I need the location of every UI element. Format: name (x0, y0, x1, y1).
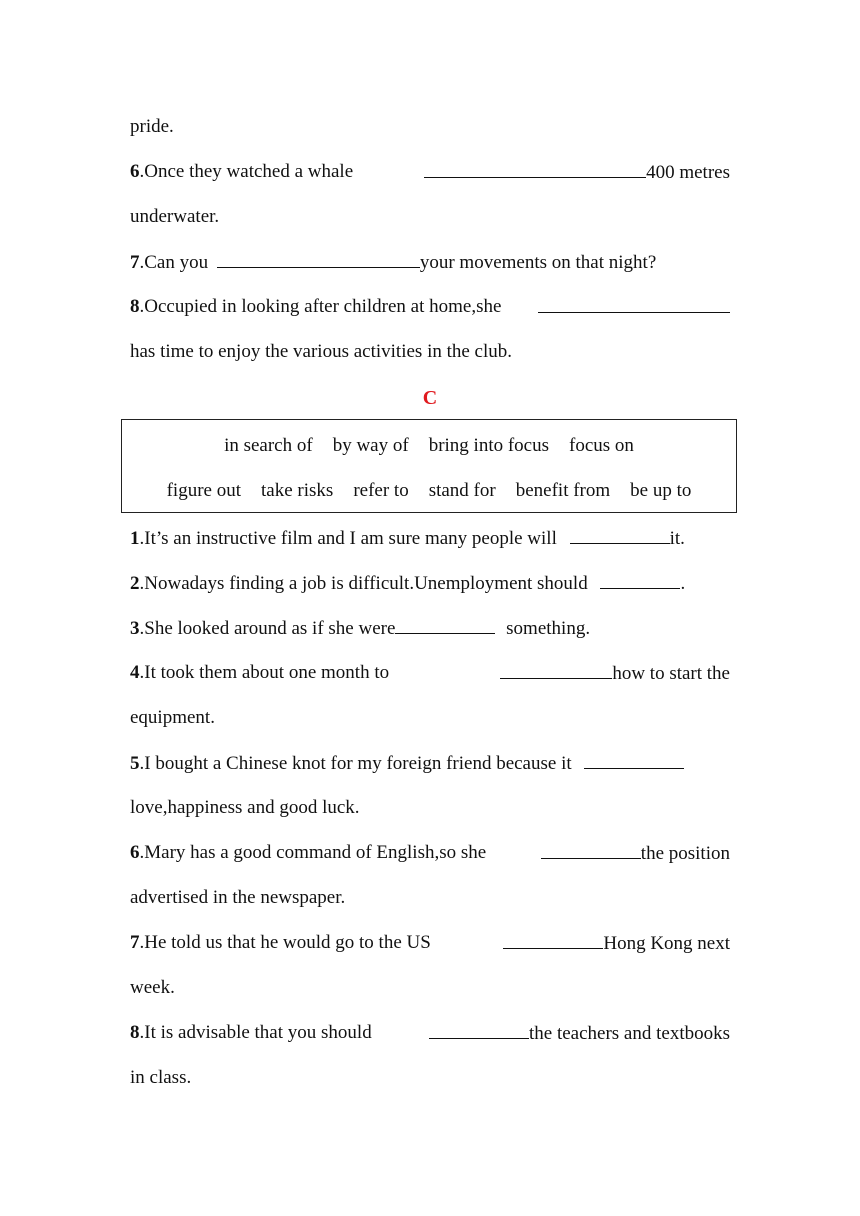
word-option: bring into focus (428, 435, 550, 456)
answer-blank[interactable] (541, 840, 641, 859)
item-text: .He told us that he would go to the US (139, 932, 431, 953)
item-text-after: the position (640, 843, 730, 864)
c-item-4 (130, 660, 730, 686)
word-option: by way of (332, 435, 409, 456)
item-text: .Mary has a good command of English,so she (139, 842, 487, 863)
item-number: 5 (130, 753, 140, 774)
word-bank-box (121, 419, 737, 513)
answer-blank[interactable] (538, 294, 730, 313)
item-number: 7 (130, 252, 140, 273)
c-item-5 (130, 750, 730, 776)
word-option: be up to (630, 480, 692, 501)
b-item-8-continuation: has time to enjoy the various activities in the club. (130, 341, 513, 362)
answer-blank[interactable] (570, 525, 670, 544)
item-text: .Occupied in looking after children at home,she (139, 296, 502, 317)
answer-blank[interactable] (217, 249, 420, 268)
item-text: .It took them about one month to (139, 662, 390, 683)
previous-item-tail: pride. (130, 116, 174, 137)
item-text-after: the teachers and textbooks (528, 1023, 730, 1044)
b-item-8 (130, 294, 730, 320)
answer-blank[interactable] (429, 1020, 529, 1039)
item-text-after: something. (506, 618, 591, 639)
c-item-8 (130, 1020, 730, 1046)
word-option: stand for (428, 480, 496, 501)
item-text-after: your movements on that night? (419, 252, 657, 273)
item-text: .I bought a Chinese knot for my foreign friend because it (139, 753, 572, 774)
c-item-6 (130, 840, 730, 866)
b-item-6 (130, 159, 730, 185)
item-text-after: . (680, 573, 686, 594)
answer-blank[interactable] (395, 615, 495, 634)
item-number: 8 (130, 1022, 140, 1043)
answer-blank[interactable] (503, 930, 603, 949)
item-text: .Once they watched a whale (139, 161, 354, 182)
item-text-after: it. (669, 528, 685, 549)
word-option: take risks (261, 480, 334, 501)
item-text: .It is advisable that you should (139, 1022, 372, 1043)
c-item-3 (130, 615, 730, 641)
c-item-8-continuation: in class. (130, 1067, 192, 1088)
c-item-4-continuation: equipment. (130, 707, 215, 728)
item-number: 4 (130, 662, 140, 683)
word-option: benefit from (515, 480, 611, 501)
c-item-7-continuation: week. (130, 977, 175, 998)
answer-blank[interactable] (584, 750, 684, 769)
item-text: .Can you (139, 252, 209, 273)
item-number: 7 (130, 932, 140, 953)
item-text: .It’s an instructive film and I am sure many people will (139, 528, 557, 549)
word-option: figure out (166, 480, 242, 501)
answer-blank[interactable] (500, 660, 612, 679)
answer-blank[interactable] (424, 159, 646, 178)
c-item-7 (130, 930, 730, 956)
item-text: .She looked around as if she were (139, 618, 396, 639)
c-item-2 (130, 570, 730, 596)
item-text-after: 400 metres (646, 162, 730, 183)
word-bank-row-2 (122, 478, 736, 504)
answer-blank[interactable] (600, 570, 680, 589)
word-bank-row-1 (122, 433, 736, 459)
item-number: 6 (130, 161, 140, 182)
c-item-1 (130, 525, 730, 551)
section-heading: C (422, 387, 438, 409)
item-number: 8 (130, 296, 140, 317)
item-number: 6 (130, 842, 140, 863)
word-option: focus on (569, 435, 634, 456)
item-number: 1 (130, 528, 140, 549)
b-item-6-continuation: underwater. (130, 206, 220, 227)
item-text: .Nowadays finding a job is difficult.Unemployment should (139, 573, 588, 594)
item-text-after: Hong Kong next (603, 933, 730, 954)
word-option: in search of (224, 435, 313, 456)
c-item-6-continuation: advertised in the newspaper. (130, 887, 346, 908)
item-number: 3 (130, 618, 140, 639)
item-text-after: how to start the (612, 663, 730, 684)
word-option: refer to (353, 480, 409, 501)
item-number: 2 (130, 573, 140, 594)
b-item-7 (130, 249, 730, 275)
c-item-5-continuation: love,happiness and good luck. (130, 797, 360, 818)
